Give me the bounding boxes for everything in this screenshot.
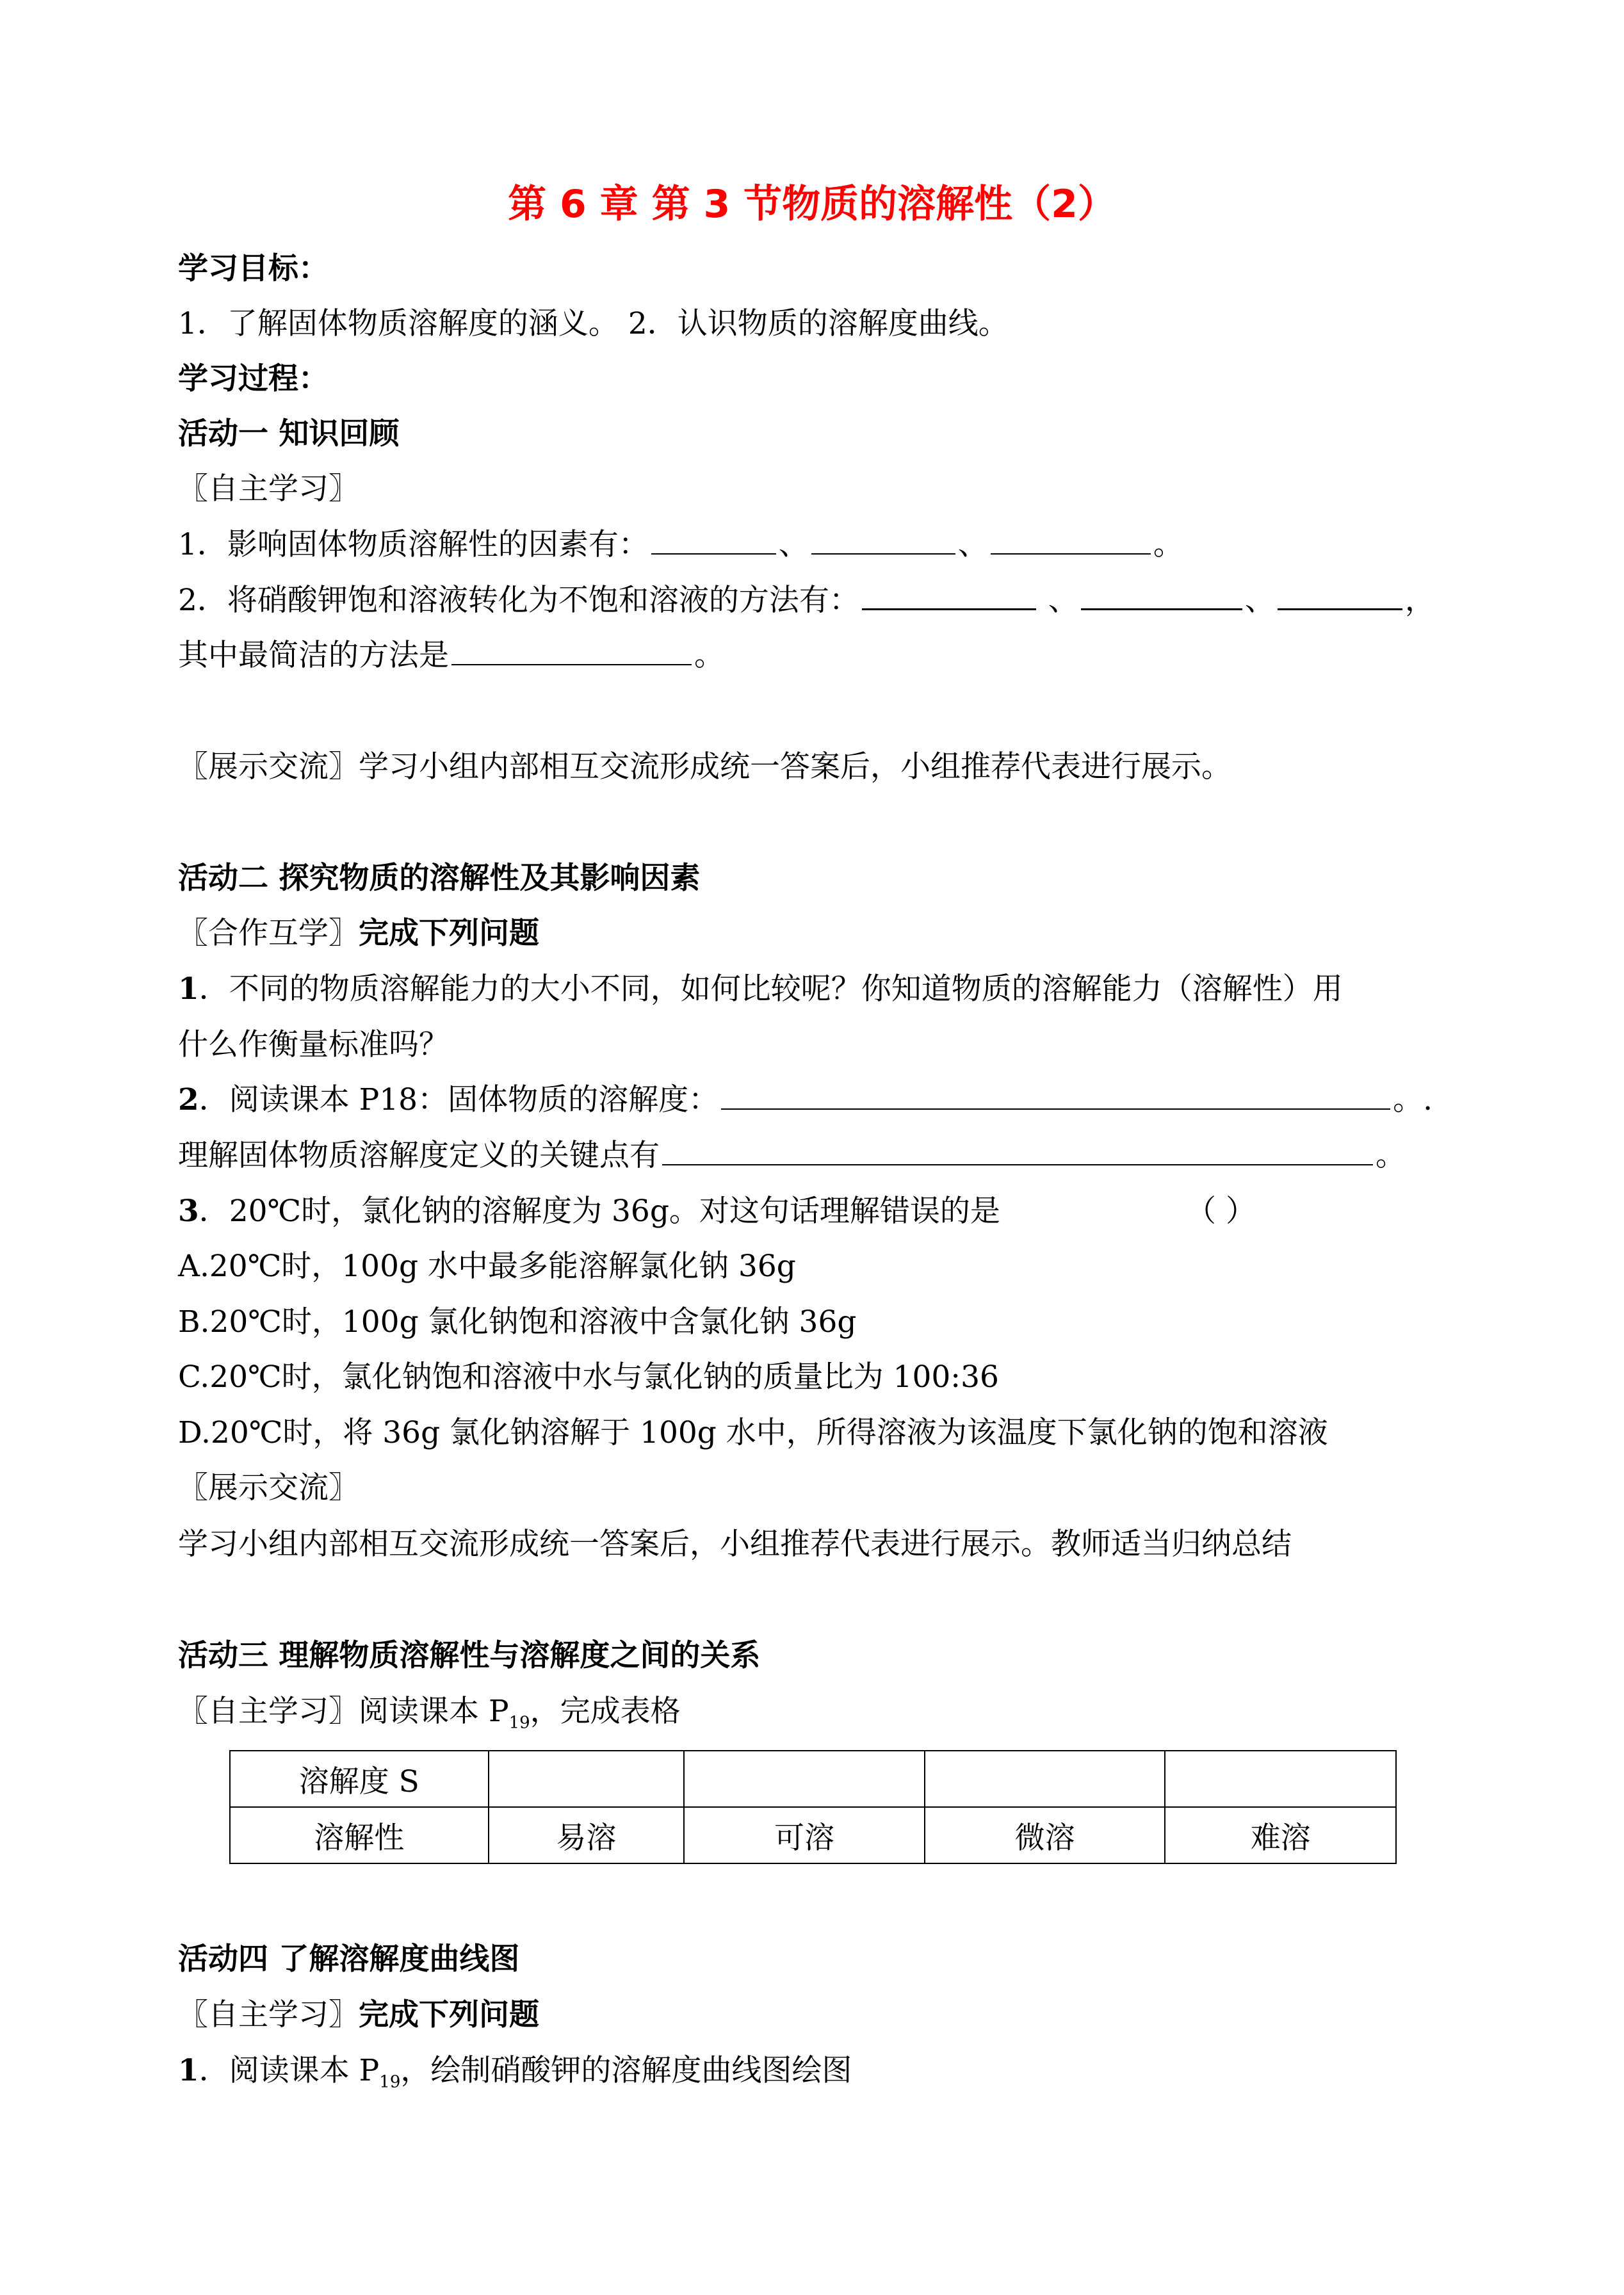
activity2-question1-line2: 什么作衡量标准吗？: [178, 1027, 449, 1062]
table-cell: 易溶: [489, 1807, 685, 1863]
table-cell-blank[interactable]: [1165, 1751, 1396, 1807]
option-d: D.20℃时，将 36g 氯化钠溶解于 100g 水中，所得溶液为该温度下氯化钠的饱和溶液: [178, 1415, 1328, 1450]
table-cell: 溶解度 S: [230, 1751, 489, 1807]
answer-blank[interactable]: [451, 636, 692, 665]
table-cell: 溶解性: [230, 1807, 489, 1863]
activity4-tag: [178, 1995, 539, 2036]
activity1-question1: [178, 524, 1183, 565]
activity4-question1: [178, 2050, 852, 2102]
objectives-heading: 学习目标：: [178, 251, 329, 286]
option-a: A.20℃时，100g 水中最多能溶解氯化钠 36g: [178, 1249, 796, 1284]
activity2-exchange-text: 学习小组内部相互交流形成统一答案后，小组推荐代表进行展示。教师适当归纳总结: [178, 1527, 1292, 1562]
activity1-exchange: 〖展示交流〗学习小组内部相互交流形成统一答案后，小组推荐代表进行展示。: [178, 749, 1231, 784]
activity1-tag: 〖自主学习〗: [178, 471, 359, 507]
activity2-exchange-tag: 〖展示交流〗: [178, 1470, 359, 1505]
separator: 、: [957, 527, 988, 562]
activity4-heading: 活动四 了解溶解度曲线图: [178, 1942, 520, 1977]
tag-instruction: 完成下列问题: [359, 1997, 539, 2032]
activity2-tag: [178, 913, 539, 954]
answer-blank[interactable]: [862, 580, 1036, 610]
question-text: 2．将硝酸钾饱和溶液转化为不饱和溶液的方法有：: [178, 583, 859, 618]
question-text: ．阅读课本 P18：固体物质的溶解度：: [199, 1082, 719, 1117]
table-cell: 微溶: [925, 1807, 1165, 1863]
solubility-table: [229, 1750, 1397, 1864]
question-text: 其中最简洁的方法是: [178, 638, 449, 673]
tag-label: 〖自主学习〗: [178, 1997, 359, 2032]
intro-text: ，完成表格: [530, 1694, 681, 1729]
separator: 。: [694, 638, 724, 673]
activity2-heading: 活动二 探究物质的溶解性及其影响因素: [178, 861, 701, 896]
table-cell-blank[interactable]: [489, 1751, 685, 1807]
activity3-heading: 活动三 理解物质溶解性与溶解度之间的关系: [178, 1638, 761, 1673]
answer-blank[interactable]: [721, 1080, 1390, 1110]
activity2-question3: [178, 1191, 1000, 1232]
separator: 。: [1153, 527, 1183, 562]
table-row: [230, 1807, 1396, 1863]
question-text: 理解固体物质溶解度定义的关键点有: [178, 1138, 660, 1173]
activity1-question2: [178, 580, 1435, 621]
question-number: 1: [178, 971, 199, 1007]
separator: 、: [1038, 583, 1078, 618]
question-text: ，绘制硝酸钾的溶解度曲线图绘图: [400, 2053, 852, 2088]
question-number: 2: [178, 1082, 199, 1117]
separator: ，: [1404, 583, 1435, 618]
question-text: ．不同的物质溶解能力的大小不同，如何比较呢？你知道物质的溶解能力（溶解性）用: [199, 971, 1343, 1007]
activity2-question2: [178, 1080, 1433, 1121]
tag-instruction: 完成下列问题: [359, 916, 539, 951]
separator: 。: [1376, 1138, 1406, 1173]
table-cell-blank[interactable]: [925, 1751, 1165, 1807]
question-text: ．20℃时，氯化钠的溶解度为 36g。对这句话理解错误的是: [199, 1194, 1000, 1229]
table-cell: 可溶: [684, 1807, 925, 1863]
activity2-question1: [178, 969, 1343, 1010]
activity1-question2-line2: [178, 635, 724, 676]
answer-blank[interactable]: [651, 525, 776, 555]
option-c: C.20℃时，氯化钠饱和溶液中水与氯化钠的质量比为 100:36: [178, 1359, 999, 1395]
intro-text: 〖自主学习〗阅读课本 P: [178, 1694, 509, 1729]
answer-blank[interactable]: [662, 1136, 1373, 1165]
table-cell: 难溶: [1165, 1807, 1396, 1863]
answer-blank[interactable]: [811, 525, 955, 555]
table-row: [230, 1751, 1396, 1807]
activity3-intro: [178, 1691, 681, 1743]
tag-label: 〖合作互学〗: [178, 916, 359, 951]
activity2-question2-line2: [178, 1135, 1406, 1176]
question-number: 1: [178, 2053, 199, 2088]
page-subscript: 19: [379, 2072, 401, 2092]
question-number: 3: [178, 1194, 199, 1229]
separator: 、: [778, 527, 809, 562]
process-heading: 学习过程：: [178, 361, 329, 396]
separator: 。.: [1393, 1082, 1433, 1117]
answer-blank[interactable]: [1278, 580, 1402, 610]
table-cell-blank[interactable]: [684, 1751, 925, 1807]
separator: 、: [1244, 583, 1275, 618]
question-text: ．阅读课本 P: [199, 2053, 380, 2088]
answer-blank[interactable]: [991, 525, 1151, 555]
answer-blank[interactable]: [1081, 580, 1242, 610]
page-subscript: 19: [508, 1713, 530, 1733]
answer-parentheses[interactable]: （ ）: [1186, 1194, 1256, 1229]
page-title: 第 6 章 第 3 节物质的溶解性（2）: [508, 182, 1116, 227]
option-b: B.20℃时，100g 氯化钠饱和溶液中含氯化钠 36g: [178, 1304, 857, 1340]
question-text: 1．影响固体物质溶解性的因素有：: [178, 527, 649, 562]
objectives-text: 1．了解固体物质溶解度的涵义。 2．认识物质的溶解度曲线。: [178, 306, 1009, 341]
activity1-heading: 活动一 知识回顾: [178, 416, 400, 451]
